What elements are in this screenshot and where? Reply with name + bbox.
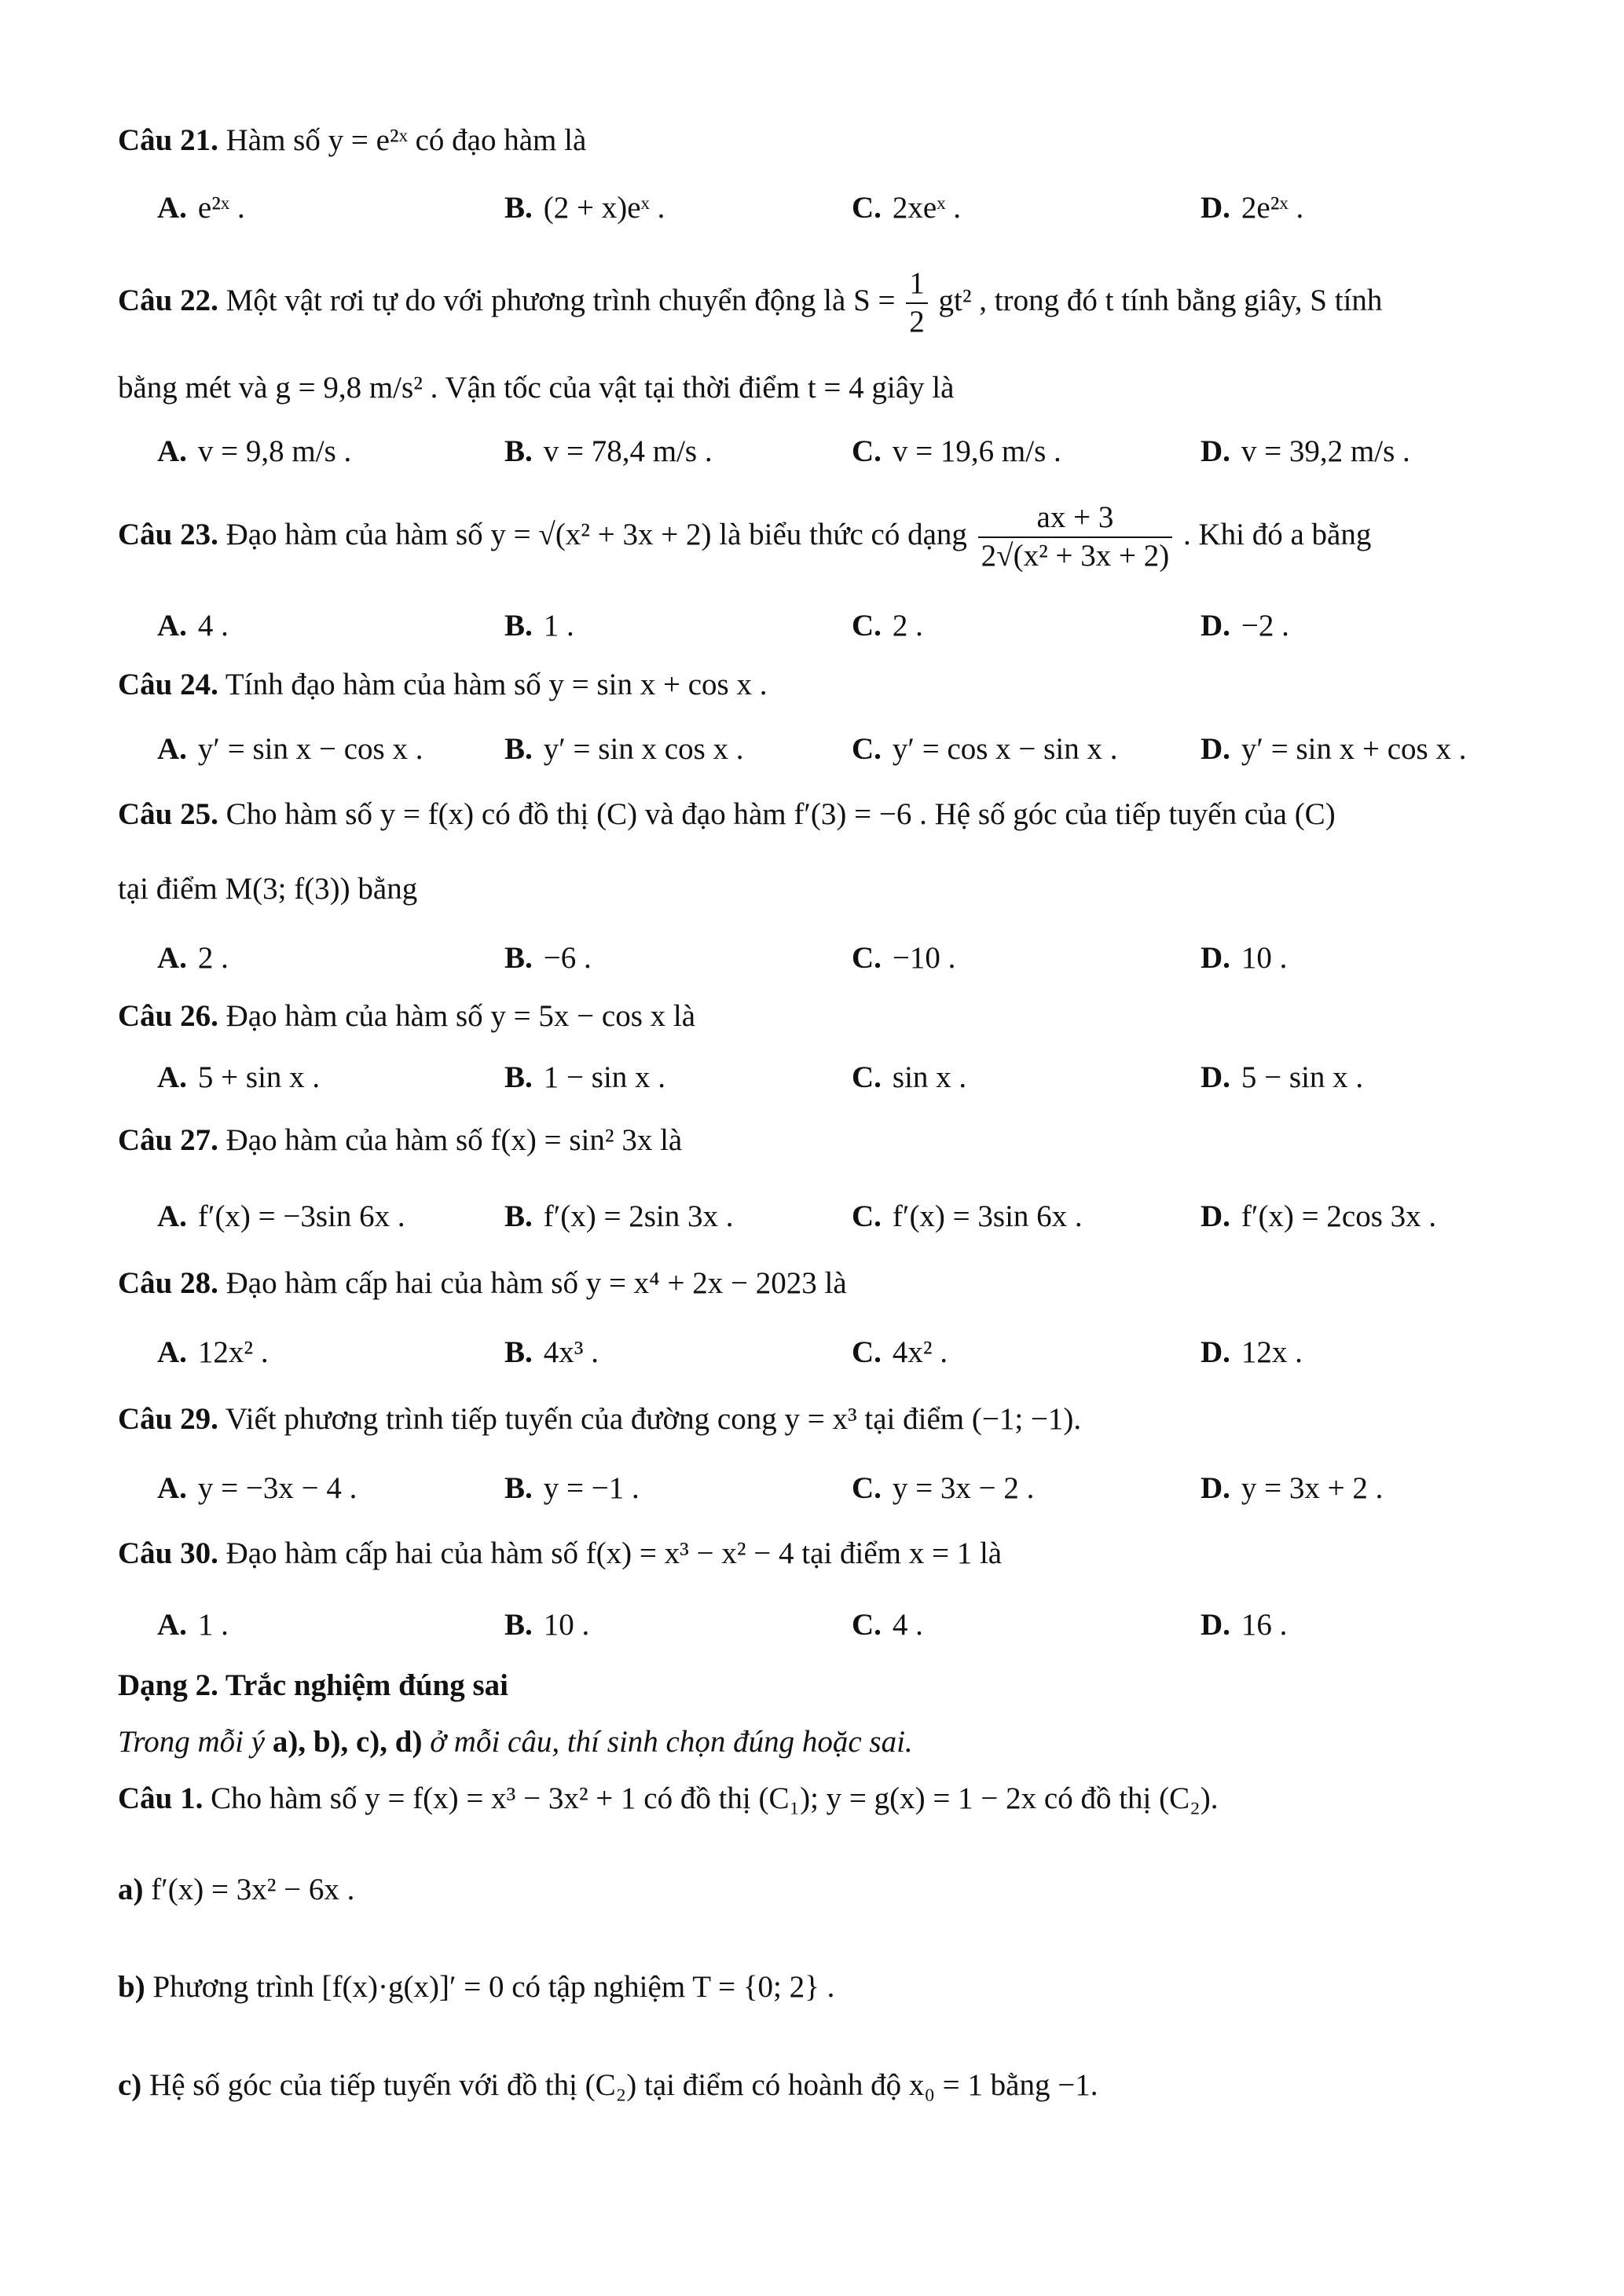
option-letter: A. [157, 1471, 187, 1505]
option-letter: D. [1201, 434, 1230, 468]
question-label: Câu 24. [118, 668, 218, 701]
option-a[interactable] [157, 732, 423, 767]
option-letter: A. [157, 434, 187, 468]
question-label: Câu 1. [118, 1782, 203, 1815]
option-letter: A. [157, 1060, 187, 1094]
option-d[interactable] [1201, 609, 1289, 644]
fraction-numerator: ax + 3 [978, 500, 1173, 538]
option-letter: C. [852, 1471, 882, 1505]
option-text: −6 . [543, 941, 592, 975]
option-c[interactable] [852, 1060, 966, 1096]
statement-text: Hệ số góc của tiếp tuyến với đồ thị (C₂) tại điểm có hoành độ x₀ = 1 bằng −1. [149, 2068, 1098, 2102]
option-a[interactable] [157, 191, 245, 226]
option-b[interactable] [504, 941, 592, 976]
statement-letter: a) [118, 1873, 144, 1906]
option-letter: D. [1201, 1199, 1230, 1233]
question-stem: Tính đạo hàm của hàm số y = sin x + cos x . [225, 668, 768, 701]
option-letter: C. [852, 1060, 882, 1094]
option-a[interactable] [157, 1060, 320, 1096]
statement-b[interactable] [118, 1970, 834, 2005]
option-b[interactable] [504, 1608, 589, 1643]
option-text: 5 − sin x . [1241, 1060, 1364, 1094]
option-text: 1 . [197, 1608, 229, 1642]
option-letter: D. [1201, 1060, 1230, 1094]
option-letter: B. [504, 1335, 533, 1369]
question-23 [118, 500, 1371, 575]
question-stem-continued: gt² , trong đó t tính bằng giây, S tính [938, 283, 1383, 317]
option-letter: D. [1201, 191, 1230, 225]
option-d[interactable] [1201, 1471, 1383, 1507]
question-stem: Đạo hàm cấp hai của hàm số y = x⁴ + 2x − 2023 là [225, 1266, 847, 1300]
question-label: Câu 30. [118, 1536, 218, 1570]
question-30 [118, 1536, 1002, 1572]
option-text: sin x . [892, 1060, 967, 1094]
option-a[interactable] [157, 941, 229, 976]
option-letter: B. [504, 434, 533, 468]
option-c[interactable] [852, 941, 955, 976]
option-letter: C. [852, 434, 882, 468]
question-stem: Hàm số y = e²ˣ có đạo hàm là [225, 123, 587, 157]
fraction [978, 500, 1173, 575]
question-stem: Đạo hàm của hàm số y = 5x − cos x là [225, 999, 696, 1033]
option-text: 2 . [197, 941, 229, 975]
question-stem-line2: bằng mét và g = 9,8 m/s² . Vận tốc của vật tại thời điểm t = 4 giây là [118, 371, 955, 405]
option-letter: C. [852, 1608, 882, 1642]
option-letter: A. [157, 1199, 187, 1233]
option-c[interactable] [852, 1471, 1034, 1507]
option-d[interactable] [1201, 1199, 1436, 1235]
option-c[interactable] [852, 1199, 1083, 1235]
fraction-denominator: 2 [909, 304, 925, 339]
option-letter: A. [157, 1335, 187, 1369]
option-letter: B. [504, 1060, 533, 1094]
option-a[interactable] [157, 1471, 357, 1507]
fraction-numerator: 1 [906, 265, 928, 304]
option-a[interactable] [157, 434, 351, 470]
question-27 [118, 1123, 682, 1159]
question-stem-continued: . Khi đó a bằng [1182, 517, 1372, 551]
option-letter: D. [1201, 1471, 1230, 1505]
question-22 [118, 265, 1382, 341]
option-letter: C. [852, 191, 882, 225]
option-b[interactable] [504, 1471, 640, 1507]
fraction-denominator: 2√(x² + 3x + 2) [981, 538, 1170, 573]
question-label: Câu 27. [118, 1123, 218, 1157]
question-stem: Cho hàm số y = f(x) có đồ thị (C) và đạo hàm f′(3) = −6 . Hệ số góc của tiếp tuyến của (C) [225, 797, 1336, 831]
option-b[interactable] [504, 732, 744, 767]
option-text: y′ = sin x cos x . [543, 732, 744, 766]
option-c[interactable] [852, 434, 1061, 470]
option-text: 16 . [1241, 1608, 1288, 1642]
option-text: v = 78,4 m/s . [543, 434, 713, 468]
option-b[interactable] [504, 1199, 734, 1235]
option-letter: D. [1201, 609, 1230, 643]
option-letter: A. [157, 732, 187, 766]
statement-c[interactable] [118, 2068, 1098, 2104]
option-b[interactable] [504, 1060, 665, 1096]
option-text: 4 . [197, 609, 229, 643]
true-false-question-1 [118, 1782, 1218, 1817]
option-text: −2 . [1241, 609, 1289, 643]
option-d[interactable] [1201, 1335, 1303, 1371]
question-stem: Một vật rơi tự do với phương trình chuyển động là S = [225, 283, 896, 317]
option-letter: B. [504, 732, 533, 766]
option-b[interactable] [504, 191, 665, 226]
option-letter: B. [504, 191, 533, 225]
question-label: Câu 25. [118, 797, 218, 831]
option-letter: D. [1201, 1608, 1230, 1642]
question-label: Câu 21. [118, 123, 218, 157]
option-text: 4 . [892, 1608, 923, 1642]
question-25-line2 [118, 872, 417, 907]
option-text: v = 19,6 m/s . [892, 434, 1061, 468]
option-text: e²ˣ . [197, 191, 245, 225]
option-a[interactable] [157, 1608, 229, 1643]
instruction-items: a), b), c), d) [272, 1725, 423, 1759]
question-stem-line2: tại điểm M(3; f(3)) bằng [118, 872, 418, 906]
option-letter: D. [1201, 941, 1230, 975]
option-text: −10 . [892, 941, 956, 975]
option-c[interactable] [852, 609, 923, 644]
option-letter: B. [504, 1608, 533, 1642]
option-a[interactable] [157, 1335, 269, 1371]
option-d[interactable] [1201, 941, 1287, 976]
option-a[interactable] [157, 1199, 405, 1235]
question-label: Câu 23. [118, 517, 218, 551]
option-c[interactable] [852, 732, 1117, 767]
option-b[interactable] [504, 609, 574, 644]
question-stem: Cho hàm số y = f(x) = x³ − 3x² + 1 có đồ thị (C₁); y = g(x) = 1 − 2x có đồ thị (C₂). [211, 1782, 1219, 1815]
option-text: y = 3x + 2 . [1241, 1471, 1384, 1505]
option-text: v = 9,8 m/s . [197, 434, 352, 468]
question-label: Câu 26. [118, 999, 218, 1033]
option-text: y′ = cos x − sin x . [892, 732, 1118, 766]
question-stem: Đạo hàm của hàm số y = √(x² + 3x + 2) là biểu thức có dạng [225, 517, 967, 551]
statement-letter: c) [118, 2068, 142, 2102]
option-letter: C. [852, 941, 882, 975]
option-letter: B. [504, 941, 533, 975]
question-28 [118, 1266, 847, 1302]
option-d[interactable] [1201, 1608, 1287, 1643]
option-b[interactable] [504, 1335, 599, 1371]
question-label: Câu 22. [118, 283, 218, 317]
option-text: 12x . [1241, 1335, 1303, 1369]
option-letter: D. [1201, 732, 1230, 766]
instruction-text-end: ở mỗi câu, thí sinh chọn đúng hoặc sai. [430, 1725, 913, 1759]
statement-a[interactable] [118, 1873, 354, 1908]
question-24 [118, 668, 767, 703]
option-c[interactable] [852, 1608, 923, 1643]
option-text: 2 . [892, 609, 923, 643]
option-c[interactable] [852, 1335, 948, 1371]
option-text: 4x² . [892, 1335, 948, 1369]
option-b[interactable] [504, 434, 713, 470]
option-text: f′(x) = 2cos 3x . [1241, 1199, 1437, 1233]
option-text: 10 . [1241, 941, 1288, 975]
option-d[interactable] [1201, 191, 1303, 226]
option-text: 1 − sin x . [543, 1060, 666, 1094]
question-label: Câu 29. [118, 1402, 218, 1436]
statement-text: Phương trình [f(x)·g(x)]′ = 0 có tập nghiệm T = {0; 2} . [152, 1970, 835, 2004]
option-letter: C. [852, 732, 882, 766]
option-text: 2e²ˣ . [1241, 191, 1304, 225]
section-instruction [118, 1725, 913, 1760]
option-letter: A. [157, 609, 187, 643]
option-text: y = −3x − 4 . [197, 1471, 357, 1505]
question-21 [118, 123, 586, 159]
option-letter: B. [504, 609, 533, 643]
option-d[interactable] [1201, 1060, 1363, 1096]
option-text: 5 + sin x . [197, 1060, 321, 1094]
question-label: Câu 28. [118, 1266, 218, 1300]
option-text: 1 . [543, 609, 574, 643]
fraction [906, 265, 928, 341]
option-a[interactable] [157, 609, 229, 644]
option-text: 12x² . [197, 1335, 269, 1369]
option-text: 2xeˣ . [892, 191, 962, 225]
option-letter: C. [852, 1199, 882, 1233]
question-29 [118, 1402, 1081, 1437]
option-letter: C. [852, 609, 882, 643]
option-letter: B. [504, 1199, 533, 1233]
option-text: 4x³ . [543, 1335, 599, 1369]
option-text: y′ = sin x + cos x . [1241, 732, 1467, 766]
option-text: y′ = sin x − cos x . [197, 732, 423, 766]
question-26 [118, 999, 695, 1034]
question-stem: Viết phương trình tiếp tuyến của đường cong y = x³ tại điểm (−1; −1). [225, 1402, 1082, 1436]
option-letter: A. [157, 191, 187, 225]
instruction-text: Trong mỗi ý [118, 1725, 266, 1759]
question-stem: Đạo hàm cấp hai của hàm số f(x) = x³ − x² − 4 tại điểm x = 1 là [225, 1536, 1003, 1570]
option-text: f′(x) = 2sin 3x . [543, 1199, 734, 1233]
option-text: f′(x) = 3sin 6x . [892, 1199, 1083, 1233]
option-text: v = 39,2 m/s . [1241, 434, 1410, 468]
option-c[interactable] [852, 191, 961, 226]
option-text: y = 3x − 2 . [892, 1471, 1035, 1505]
statement-letter: b) [118, 1970, 145, 2004]
question-22-line2 [118, 371, 954, 406]
option-text: 10 . [543, 1608, 590, 1642]
option-text: y = −1 . [543, 1471, 640, 1505]
option-letter: D. [1201, 1335, 1230, 1369]
option-text: (2 + x)eˣ . [543, 191, 665, 225]
question-25 [118, 797, 1336, 833]
option-letter: C. [852, 1335, 882, 1369]
option-d[interactable] [1201, 732, 1466, 767]
option-letter: A. [157, 1608, 187, 1642]
question-stem: Đạo hàm của hàm số f(x) = sin² 3x là [225, 1123, 683, 1157]
option-d[interactable] [1201, 434, 1410, 470]
option-letter: A. [157, 941, 187, 975]
option-letter: B. [504, 1471, 533, 1505]
statement-text: f′(x) = 3x² − 6x . [151, 1873, 355, 1906]
option-text: f′(x) = −3sin 6x . [197, 1199, 405, 1233]
section-title: Dạng 2. Trắc nghiệm đúng sai [118, 1668, 508, 1702]
